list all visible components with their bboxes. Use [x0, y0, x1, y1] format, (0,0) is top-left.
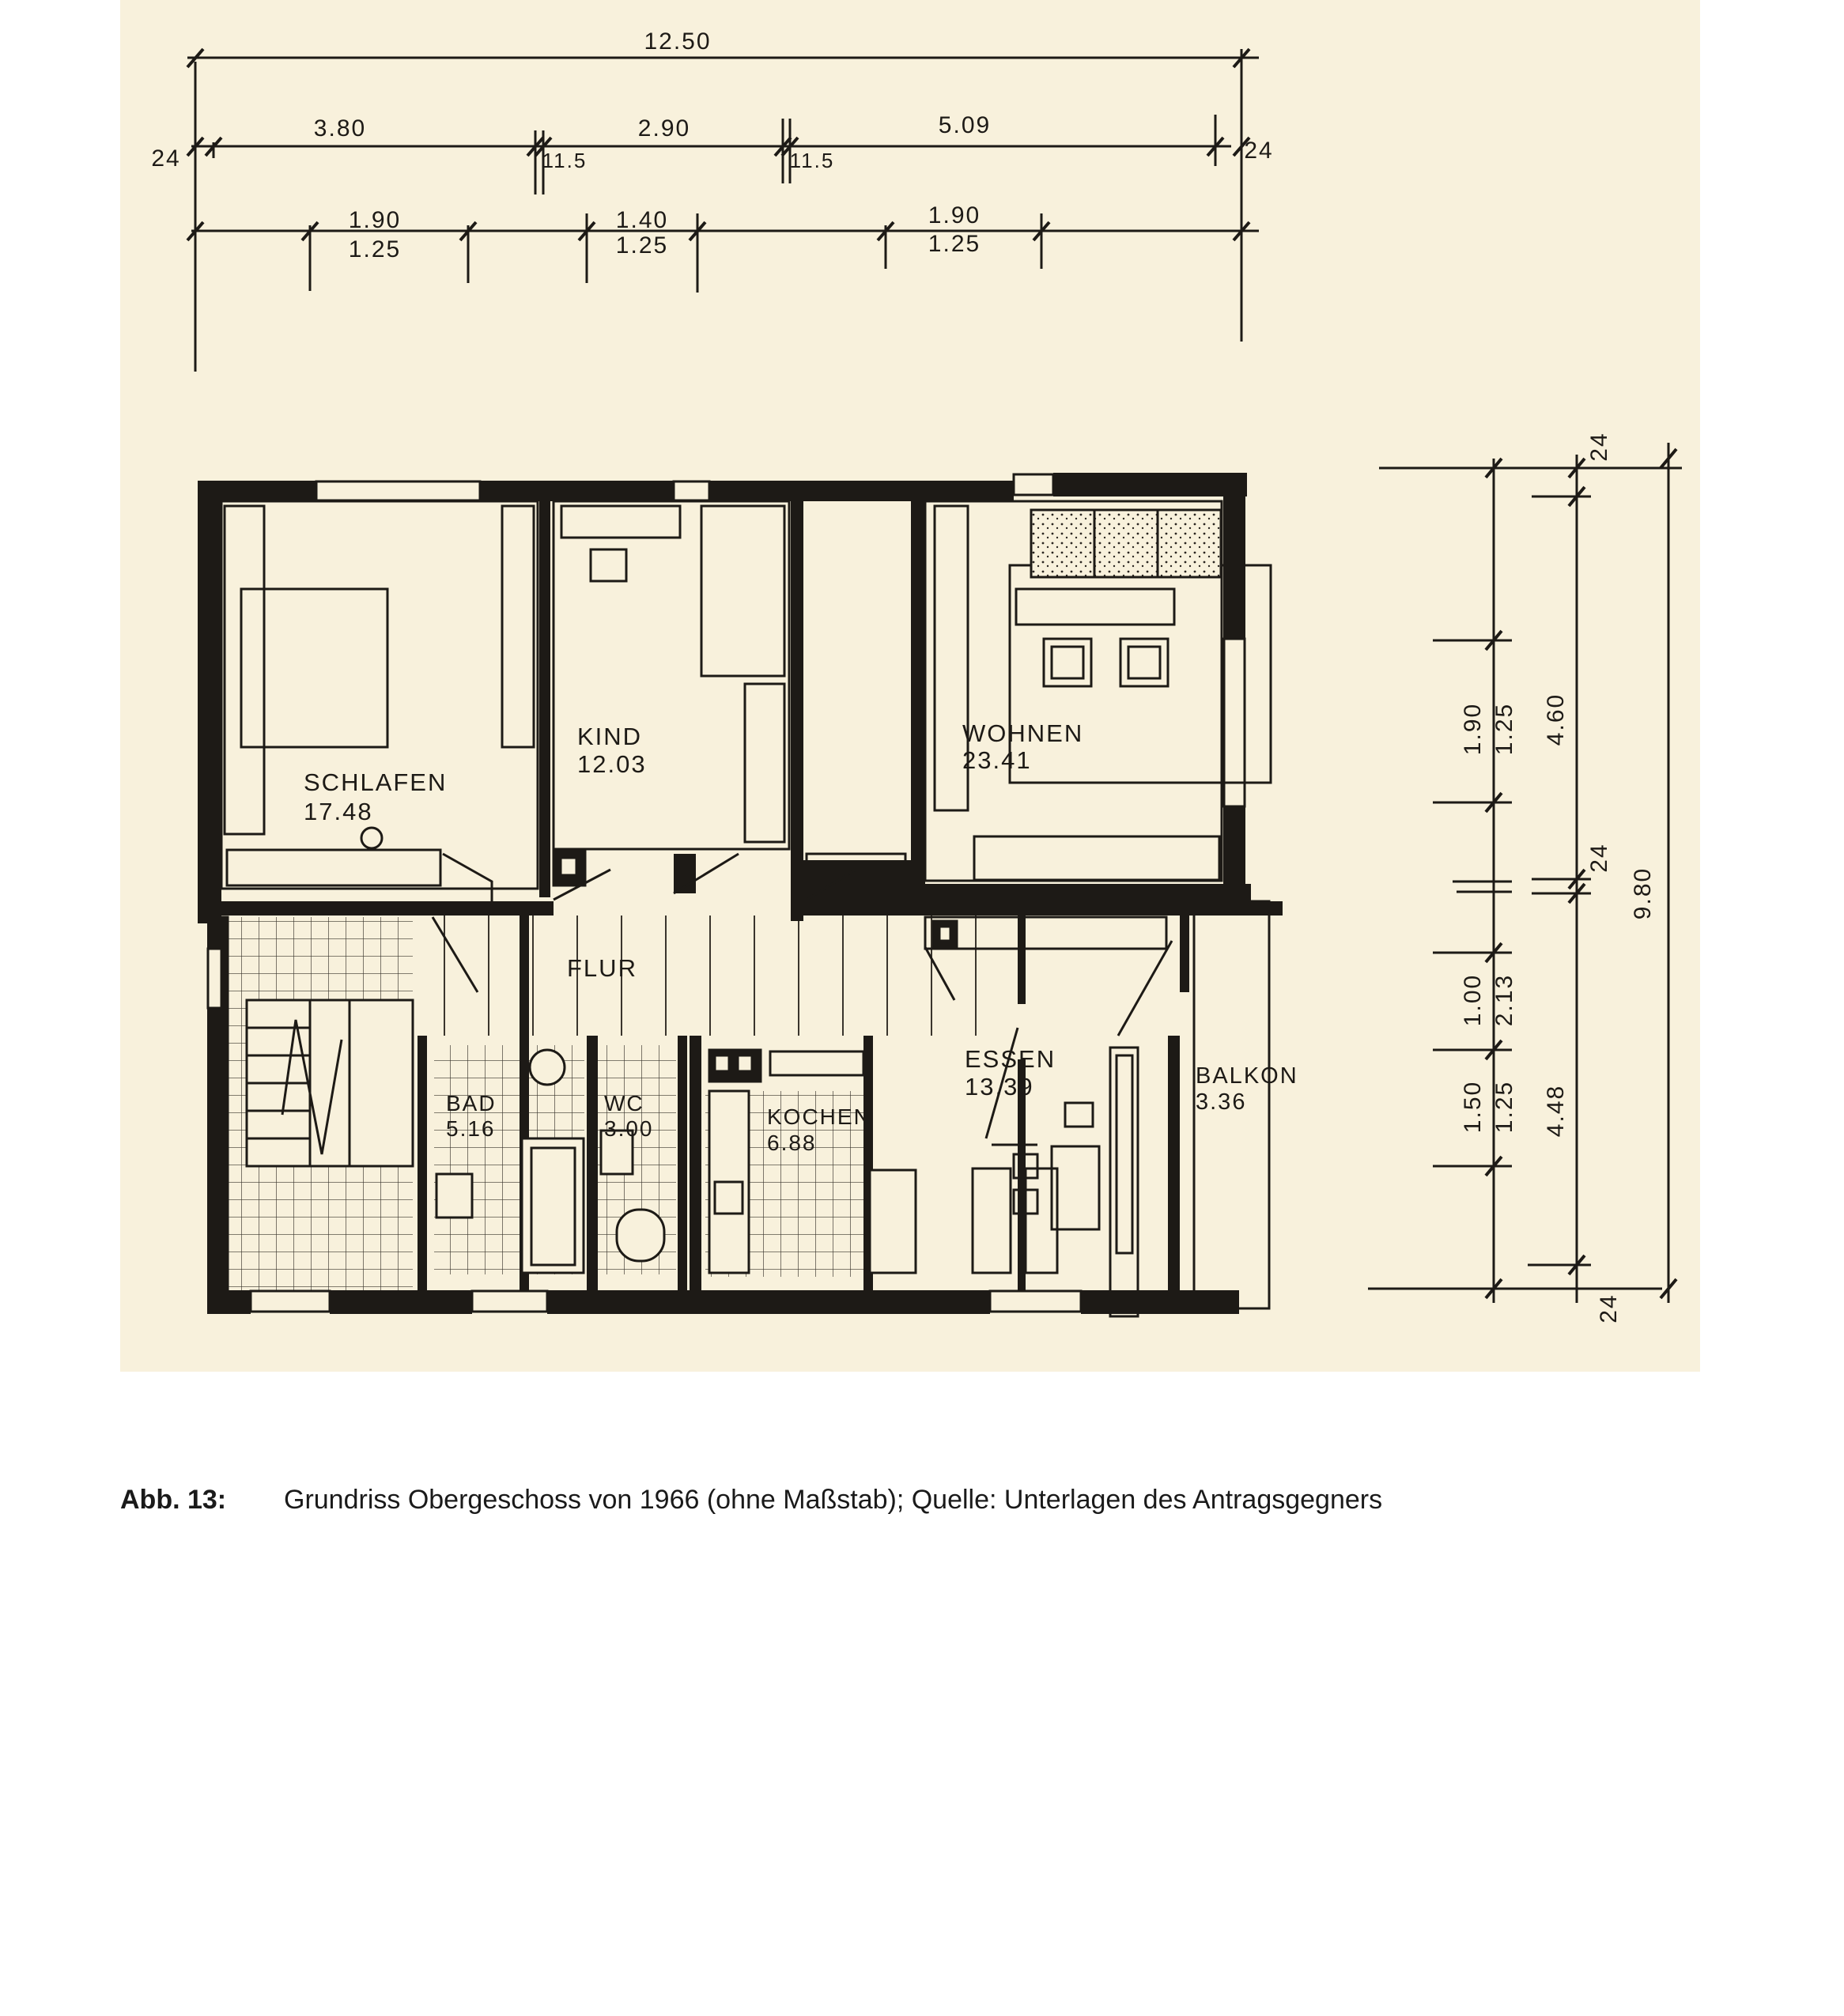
window-1-width: 1.90 — [348, 207, 402, 233]
room-area-wc: 3.00 — [604, 1116, 654, 1141]
right-window-1-width: 1.90 — [1460, 702, 1486, 756]
dim-depth-seg-2: 4.48 — [1543, 1084, 1569, 1138]
dim-depth-wall-bottom: 24 — [1596, 1293, 1622, 1323]
room-name-bad: BAD — [446, 1091, 497, 1116]
dim-total-depth: 9.80 — [1630, 866, 1656, 920]
door-height: 2.13 — [1491, 973, 1517, 1027]
floor-plan — [198, 473, 1298, 1316]
room-area-essen: 13.39 — [965, 1073, 1034, 1100]
room-area-kind: 12.03 — [577, 750, 647, 778]
room-name-kind: KIND — [577, 723, 643, 750]
caption-text: Grundriss Obergeschoss von 1966 (ohne Maßstab); Quelle: Unterlagen des Antragsgegners — [284, 1485, 1383, 1515]
right-window-1-height: 1.25 — [1491, 702, 1517, 756]
top-dimension-ticks — [187, 49, 1249, 240]
room-name-flur: FLUR — [567, 954, 637, 982]
window-2-height: 1.25 — [615, 232, 669, 259]
dim-seg-3: 5.09 — [938, 112, 992, 138]
dim-seg-1: 3.80 — [313, 115, 367, 142]
door-width: 1.00 — [1460, 973, 1486, 1027]
right-window-2-height: 1.25 — [1491, 1080, 1517, 1134]
bedroom-lamp — [361, 828, 382, 848]
room-name-wohnen: WOHNEN — [962, 719, 1084, 747]
room-area-bad: 5.16 — [446, 1116, 496, 1141]
right-dimension-labels — [1460, 432, 1656, 1323]
window-2-width: 1.40 — [615, 207, 669, 233]
room-name-balkon: BALKON — [1196, 1063, 1298, 1089]
child-room-furniture — [554, 501, 789, 885]
dim-seg-2: 2.90 — [637, 115, 691, 142]
room-name-schlafen: SCHLAFEN — [304, 768, 448, 796]
dim-inner-wall-2: 11.5 — [789, 149, 835, 172]
window-3-height: 1.25 — [928, 231, 981, 257]
dim-depth-wall-inner: 24 — [1586, 843, 1612, 873]
room-name-essen: ESSEN — [965, 1045, 1056, 1073]
window-1-height: 1.25 — [348, 236, 402, 262]
floorplan-figure — [120, 0, 1700, 1372]
dim-wall-right: 24 — [1244, 138, 1274, 164]
window-3-width: 1.90 — [928, 202, 981, 228]
bedroom-furniture — [221, 501, 538, 889]
room-name-wc: WC — [604, 1091, 644, 1116]
dim-wall-left: 24 — [151, 145, 181, 172]
dim-total-width: 12.50 — [644, 28, 712, 55]
room-area-kochen: 6.88 — [767, 1131, 817, 1155]
right-window-2-width: 1.50 — [1460, 1080, 1486, 1134]
room-name-kochen: KOCHEN — [767, 1104, 871, 1129]
dim-depth-seg-1: 4.60 — [1543, 693, 1569, 746]
room-area-schlafen: 17.48 — [304, 798, 373, 825]
living-room-furniture — [807, 501, 1271, 900]
room-area-balkon: 3.36 — [1196, 1089, 1247, 1115]
dim-depth-wall-top: 24 — [1586, 432, 1612, 462]
caption-label: Abb. 13: — [120, 1485, 227, 1515]
room-area-wohnen: 23.41 — [962, 746, 1032, 774]
figure-caption — [120, 1485, 1702, 1516]
dim-inner-wall-1: 11.5 — [542, 149, 588, 172]
